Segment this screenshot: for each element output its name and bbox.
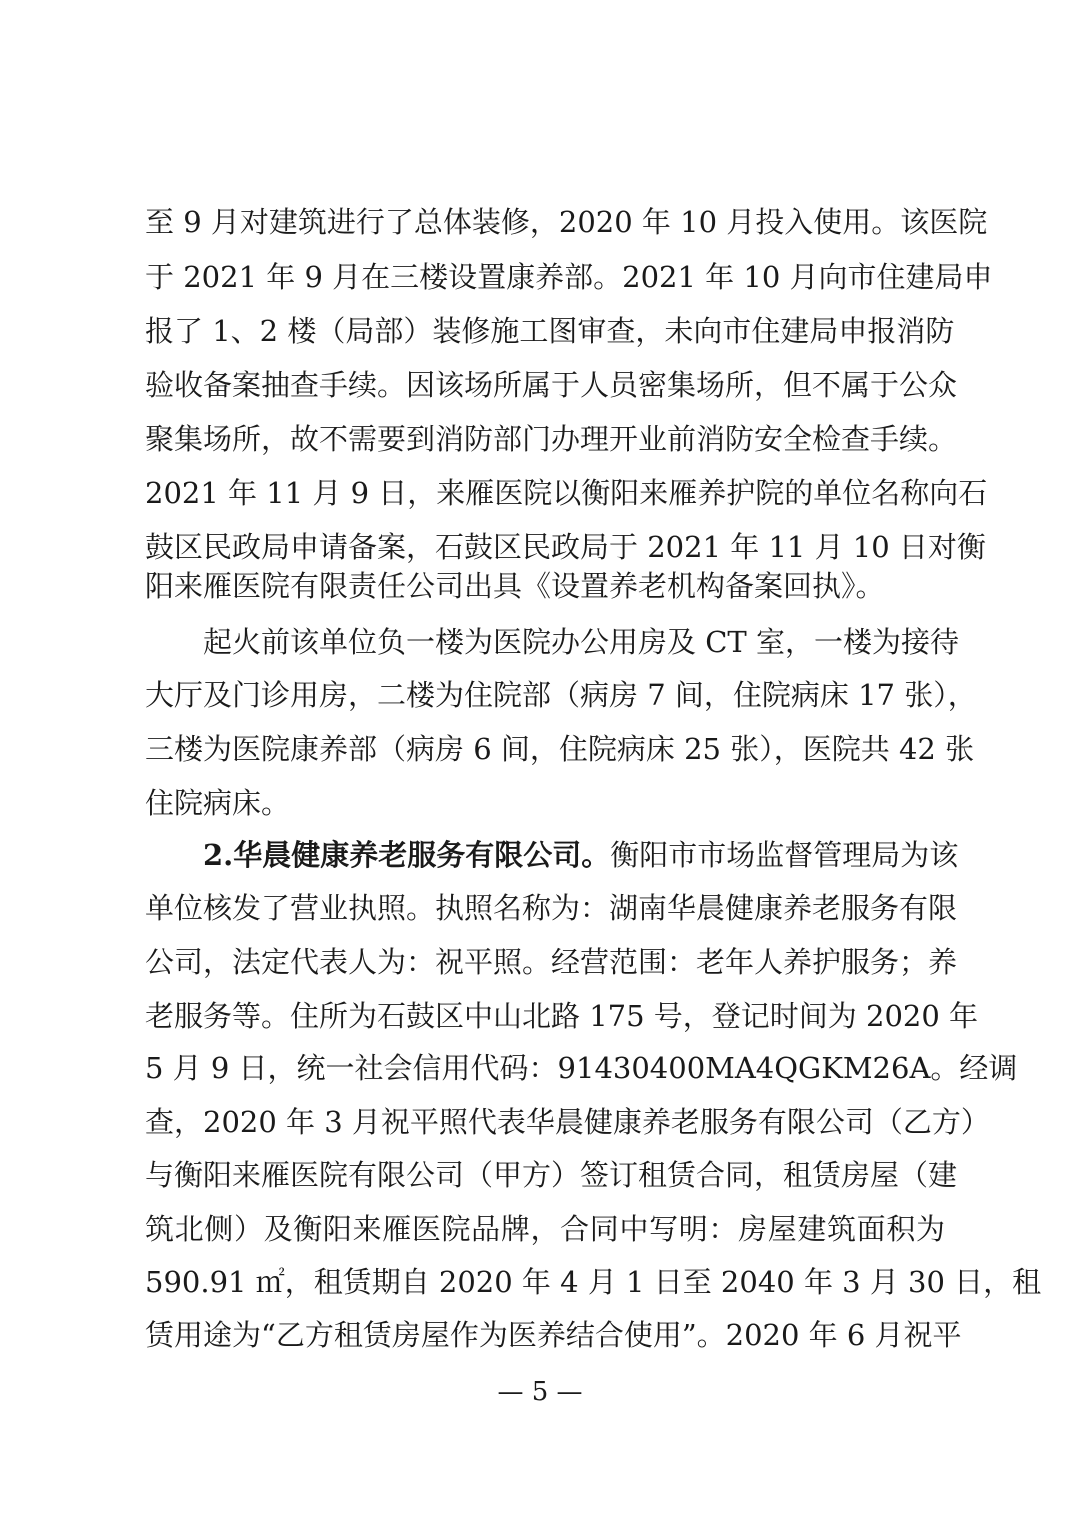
paragraph-3-line-7: 与衡阳来雁医院有限公司（甲方）签订租赁合同，租赁房屋（建 xyxy=(145,1158,958,1192)
paragraph-1-line-1: 至 9 月对建筑进行了总体装修，2020 年 10 月投入使用。该医院 xyxy=(145,205,988,239)
paragraph-1-line-8: 阳来雁医院有限责任公司出具《设置养老机构备案回执》。 xyxy=(145,569,885,603)
paragraph-3-line-3: 公司，法定代表人为：祝平照。经营范围：老年人养护服务；养 xyxy=(145,945,958,979)
paragraph-3-line-5: 5 月 9 日，统一社会信用代码：91430400MA4QGKM26A。经调 xyxy=(145,1051,1018,1085)
paragraph-3-line-1-text: 衡阳市市场监督管理局为该 xyxy=(610,838,959,872)
paragraph-2-line-1: 起火前该单位负一楼为医院办公用房及 CT 室，一楼为接待 xyxy=(203,625,959,659)
paragraph-1-line-4: 验收备案抽查手续。因该场所属于人员密集场所，但不属于公众 xyxy=(145,368,958,402)
paragraph-2-line-2: 大厅及门诊用房，二楼为住院部（病房 7 间，住院病床 17 张）， xyxy=(145,678,977,712)
paragraph-3-line-8: 筑北侧）及衡阳来雁医院品牌，合同中写明：房屋建筑面积为 xyxy=(145,1212,945,1246)
paragraph-3-line-9: 590.91 ㎡，租赁期自 2020 年 4 月 1 日至 2040 年 3 月 30 日，租 xyxy=(145,1265,1042,1299)
page-number: — 5 — xyxy=(497,1377,583,1407)
paragraph-3-line-10: 赁用途为“乙方租赁房屋作为医养结合使用”。2020 年 6 月祝平 xyxy=(145,1318,962,1352)
paragraph-1-line-7: 鼓区民政局申请备案，石鼓区民政局于 2021 年 11 月 10 日对衡 xyxy=(145,530,986,564)
paragraph-1-line-6: 2021 年 11 月 9 日，来雁医院以衡阳来雁养护院的单位名称向石 xyxy=(145,476,988,510)
section-heading: 2.华晨健康养老服务有限公司。 xyxy=(203,838,611,872)
paragraph-3-line-1 xyxy=(203,837,959,873)
paragraph-1-line-2: 于 2021 年 9 月在三楼设置康养部。2021 年 10 月向市住建局申 xyxy=(145,260,993,294)
paragraph-3-line-4: 老服务等。住所为石鼓区中山北路 175 号，登记时间为 2020 年 xyxy=(145,999,979,1033)
paragraph-2-line-4: 住院病床。 xyxy=(145,786,291,820)
paragraph-1-line-5: 聚集场所，故不需要到消防部门办理开业前消防安全检查手续。 xyxy=(145,422,958,456)
paragraph-3-line-2: 单位核发了营业执照。执照名称为：湖南华晨健康养老服务有限 xyxy=(145,891,958,925)
paragraph-3-line-6: 查，2020 年 3 月祝平照代表华晨健康养老服务有限公司（乙方） xyxy=(145,1105,990,1139)
paragraph-2-line-3: 三楼为医院康养部（病房 6 间，住院病床 25 张），医院共 42 张 xyxy=(145,732,975,766)
paragraph-1-line-3: 报了 1、2 楼（局部）装修施工图审查，未向市住建局申报消防 xyxy=(145,314,955,348)
